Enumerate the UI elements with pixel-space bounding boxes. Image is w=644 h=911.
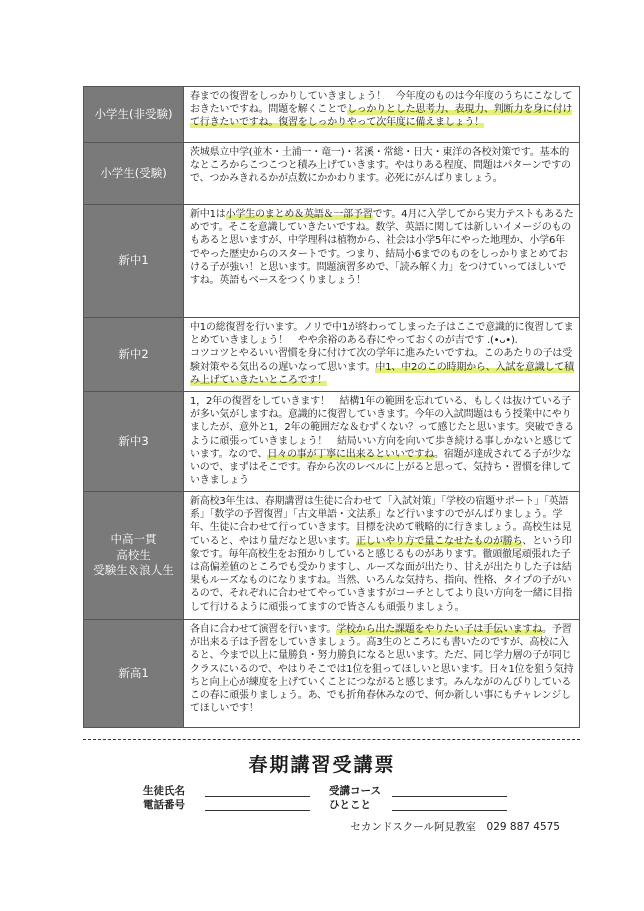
course-description — [184, 492, 580, 620]
description-text: 、という印象です。毎年高校生をお預かりしていると感じるものがあります。徹頭徹尾頑張れた子は高偏差値のところでも受かりますし、ルーズな面が出たり、甘えが出たりした子は結果もルーズなものになりますね。当然、いろんな気持ち、指向、性格、タイプの子がいるので、それぞれに合わせてやっていきますがコーチとしてより良い方向を一緒に目指して行けるように頑張ってますので皆さんも頑張りましょう。 — [190, 535, 572, 613]
highlighted-text: 小学生のまとめ＆英語＆一部予習 — [225, 209, 373, 220]
description-text: 新高校3年生は、春期講習は生徒に合わせて「入試対策」「学校の宿題サポート」「英語系」「数学の予習復習」「古文単語・文法系」など行いますのでがんばりましょう。学年、生徒に合わせて行っていきます。目標を決めて戦略的に行きましょう。高校生は見ていると、やはり量だなと思います。 — [190, 496, 572, 547]
description-text: 茨城県立中学(並木・土浦一・竜一)・茗溪・常総・日大・東洋の各校対策です。基本的なところからこつこつと積み上げていきます。やはりある程度、問題はパターンですので、つかみきれるかが点数にかかわります。必死にがんばりましょう。 — [190, 147, 571, 185]
cut-line — [83, 739, 580, 740]
description-text: です。4月に入学してから実力テストもあるためです。そこを意識していきたいですね。数学、英語に関しては新しいイメージのものもあると思いますが、中学理科は植物から、社会は小学5年にやった地理か、小学6年でやった歴史からのスタートです。つまり、結局小6までのものをしっかりまとめておける子が強い！と思います。問題演習多めで、「読み解く力」をつけていってほしいですね。英語もベースをつくりましょう！ — [190, 209, 574, 286]
course-label: 新中3 — [84, 392, 184, 492]
comment-field[interactable] — [392, 810, 507, 811]
course-field[interactable] — [392, 796, 507, 797]
description-text: 春までの復習をしっかりしていきましょう！ 今年度のものは今年度のうちにこなしておきたいですね。問題を解くことで — [190, 91, 573, 116]
course-row — [84, 318, 580, 392]
comment-label: ひとこと — [329, 799, 371, 811]
student-name-field[interactable] — [205, 796, 310, 797]
form-title: 春期講習受講票 — [248, 754, 396, 776]
course-row — [84, 143, 580, 205]
course-label: 小学生(非受験) — [84, 87, 184, 143]
description-text: 1，2年の復習をしていきます！ 結構1年の範囲を忘れている、もしくは抜けている子が多い気がしますね。意識的に復習していきます。今年の入試問題はもう授業中にやりましたが、意外と1，2年の範囲だな＆むずくない？って感じたと思います。突破できるように頑張っていきましょう！ 結局いい方向を向いて歩き続ける事しかないと感じています。なので、 — [190, 396, 574, 460]
course-row — [84, 205, 580, 318]
course-row — [84, 620, 580, 728]
course-label: 受講コース — [329, 785, 381, 797]
course-label: 中高一貫 高校生 受験生＆浪人生 — [84, 492, 184, 620]
highlighted-text: しっかりとした思考力、表現力、判断力を身に付けて行きたいですね。復習をしっかりやって次年度に備えましょう！ — [190, 104, 573, 129]
course-description — [184, 620, 580, 728]
description-text: 。予習が出来る子は予習をしていきましょう。高3生のところにも書いたのですが、高校に入ると、今まで以上に量勝負・努力勝負になると思います。ただ、同じ学力層の子が同じクラスにいるので、やはりそこでは1位を狙ってほしいと思います。日々1位を狙う気持ちと向上心が練度を上げていくことにつながると感じます。みんながのんびりしているこの春に頑張りましょう。あ、でも折角春休みなので、何か新しい事にもチャレンジしてほしいです！ — [190, 624, 574, 715]
phone-label: 電話番号 — [143, 799, 185, 811]
highlighted-text: 学校から出た課題をやりたい子は手伝いますね — [336, 624, 543, 635]
highlighted-text: 中1、中2のこの時期から、入試を意識して積み上げていきたいところです！ — [190, 361, 574, 386]
course-label: 小学生(受験) — [84, 143, 184, 205]
school-contact: セカンドスクール阿見教室 029 887 4575 — [350, 821, 560, 833]
course-table-body — [84, 87, 580, 728]
description-text: 新中1は — [190, 209, 226, 220]
student-name-label: 生徒氏名 — [143, 785, 185, 797]
course-table-wrapper — [83, 86, 580, 728]
course-label: 新高1 — [84, 620, 184, 728]
course-label: 新中2 — [84, 318, 184, 392]
phone-field[interactable] — [205, 810, 310, 811]
description-text: 中1の総復習を行います。ノリで中1が終わってしまった子はここで意識的に復習してまとめていきましょう！ やや余裕のある春にやっておくのが吉です .(•ᴗ•). コツコツとやるいい習慣を身に付けて次の学年に進みたいですね。このあたりの子は受験対策やる気出るの遅いなって思います。 — [190, 322, 574, 373]
course-row — [84, 87, 580, 143]
course-row — [84, 392, 580, 492]
description-text: 。宿題が達成されてる子が少ないので、まずはそこです。春から次のレベルに上がると思って、気持ち・習慣を律していきましょう — [190, 448, 572, 487]
course-description — [184, 205, 580, 318]
course-description — [184, 143, 580, 205]
course-row — [84, 492, 580, 620]
course-description — [184, 392, 580, 492]
course-label: 新中1 — [84, 205, 184, 318]
description-text: 各自に合わせて演習を行います。 — [190, 624, 337, 635]
course-description — [184, 87, 580, 143]
highlighted-text: 日々の事が丁寧に出来るといいですね — [267, 448, 435, 460]
highlighted-text: 正しいやり方で量こなせたものが勝ち — [355, 535, 523, 547]
course-description — [184, 318, 580, 392]
course-table — [83, 86, 580, 728]
